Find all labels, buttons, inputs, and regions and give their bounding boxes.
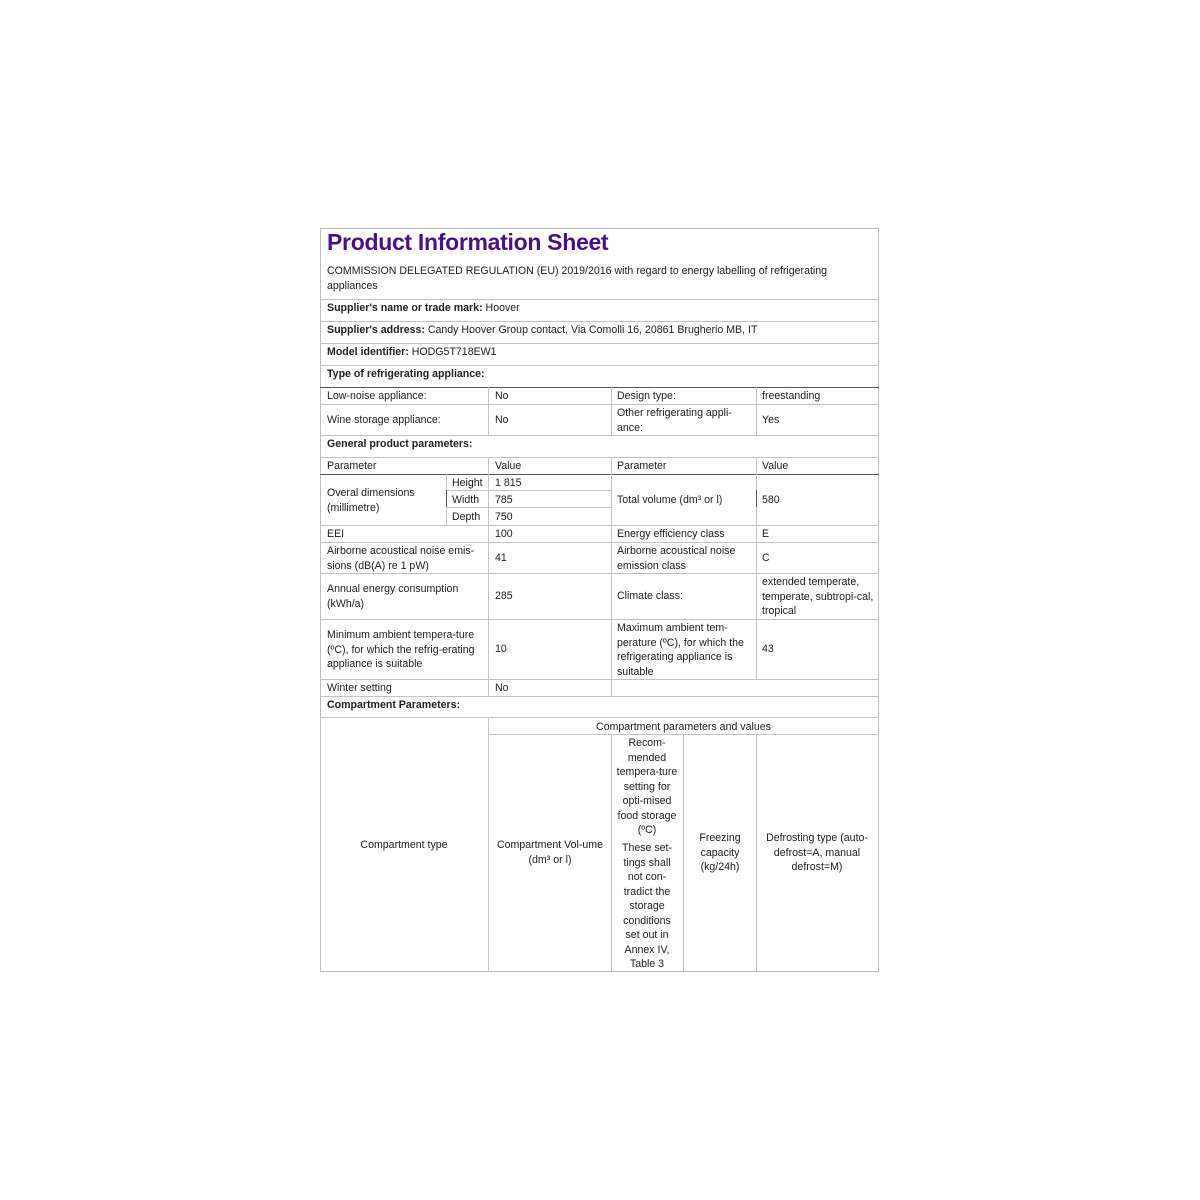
energy-class-label: Energy efficiency class	[617, 528, 725, 540]
compartment-group-header: Compartment parameters and values	[596, 721, 771, 733]
page-title: Product Information Sheet	[327, 229, 609, 255]
regulation-text: COMMISSION DELEGATED REGULATION (EU) 2019/2016 with regard to energy labelling of refrigerating appliances	[327, 265, 828, 292]
col-parameter-right: Parameter	[617, 460, 667, 472]
model-identifier-row	[327, 345, 497, 360]
annual-energy-label: Annual energy consumption (kWh/a)	[327, 583, 459, 610]
col-value-right: Value	[762, 460, 789, 472]
total-volume-label: Total volume (dm³ or l)	[617, 494, 723, 506]
design-type-value: freestanding	[762, 390, 821, 402]
compartment-volume-header: Compartment Vol-ume (dm³ or l)	[497, 839, 603, 866]
noise-emissions-value: 41	[495, 552, 507, 564]
low-noise-label: Low-noise appliance:	[327, 390, 427, 402]
recommended-temperature-header: Recom-mended tempera-ture setting for opti-mised food storage (ºC)	[616, 737, 678, 836]
depth-value: 750	[495, 511, 513, 523]
climate-class-value: extended temperate, temperate, subtropi-cal, tropical	[762, 576, 874, 617]
width-value: 785	[495, 494, 513, 506]
supplier-name-value: Hoover	[485, 302, 520, 314]
noise-class-value: C	[762, 552, 770, 564]
model-identifier-value: HODG5T718EW1	[411, 346, 497, 358]
supplier-address-label: Supplier's address:	[327, 324, 425, 336]
height-value: 1 815	[495, 477, 522, 489]
eei-label: EEI	[327, 528, 345, 540]
supplier-name-row	[327, 301, 520, 316]
width-label: Width	[452, 494, 480, 506]
height-label: Height	[452, 477, 483, 489]
eei-value: 100	[495, 528, 513, 540]
max-ambient-label: Maximum ambient tem-perature (ºC), for which the refrigerating appliance is suitable	[617, 622, 744, 678]
design-type-label: Design type:	[617, 390, 676, 402]
col-parameter-left: Parameter	[327, 460, 377, 472]
annual-energy-value: 285	[495, 590, 513, 602]
min-ambient-label: Minimum ambient tempera-ture (ºC), for which the refrig-erating appliance is suitable	[327, 629, 475, 670]
supplier-address-value: Candy Hoover Group contact, Via Comolli 16, 20861 Brugherio MB, IT	[427, 324, 758, 336]
climate-class-label: Climate class:	[617, 590, 683, 602]
wine-storage-label: Wine storage appliance:	[327, 414, 441, 426]
other-refrigerating-label: Other refrigerating appli-ance:	[617, 407, 732, 434]
wine-storage-value: No	[495, 414, 509, 426]
col-value-left: Value	[495, 460, 522, 472]
compartment-section-heading: Compartment Parameters:	[327, 699, 461, 711]
other-refrigerating-value: Yes	[762, 414, 780, 426]
model-identifier-label: Model identifier:	[327, 346, 409, 358]
compartment-type-header: Compartment type	[360, 839, 448, 851]
depth-label: Depth	[452, 511, 481, 523]
storage-conditions-note: These set-tings shall not con-tradict the storage conditions set out in Annex IV, Table 3	[621, 842, 673, 970]
noise-emissions-label: Airborne acoustical noise emis-sions (dB(A) re 1 pW)	[327, 545, 475, 572]
low-noise-value: No	[495, 390, 509, 402]
energy-class-value: E	[762, 528, 770, 540]
max-ambient-value: 43	[762, 643, 774, 655]
general-section-heading: General product parameters:	[327, 438, 473, 450]
freezing-capacity-header: Freezing capacity (kg/24h)	[699, 832, 741, 873]
min-ambient-value: 10	[495, 643, 507, 655]
winter-setting-value: No	[495, 682, 509, 694]
supplier-address-row	[327, 323, 757, 338]
supplier-name-label: Supplier's name or trade mark:	[327, 302, 483, 314]
winter-setting-label: Winter setting	[327, 682, 392, 694]
overall-dimensions-label: Overal dimensions (millimetre)	[327, 487, 415, 514]
defrosting-type-header: Defrosting type (auto-defrost=A, manual defrost=M)	[766, 832, 868, 873]
noise-class-label: Airborne acoustical noise emission class	[617, 545, 736, 572]
type-section-heading: Type of refrigerating appliance:	[327, 368, 485, 380]
total-volume-value: 580	[762, 494, 780, 506]
